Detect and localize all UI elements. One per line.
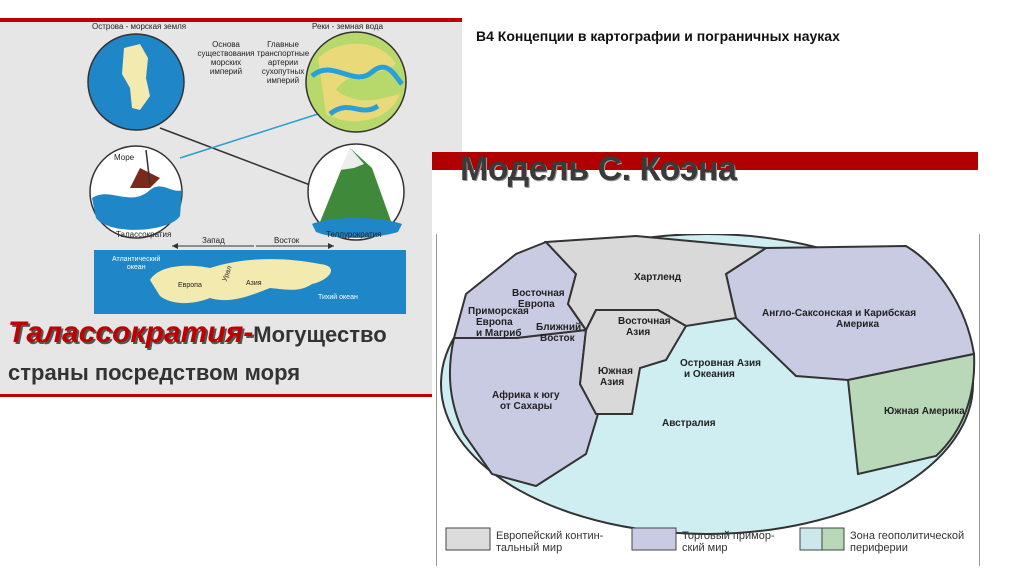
australia-label: Австралия (662, 418, 716, 429)
south-asia-label: Южная Азия (598, 366, 633, 388)
east-asia-label: Восточная Азия (618, 316, 671, 338)
thalassocracy-title (8, 316, 387, 350)
anglo-saxon-label: Англо-Саксонская и Карибская Америка (762, 308, 917, 330)
legend-periphery-label: Зона геополитической периферии (850, 530, 965, 554)
legend-swatch-maritime (632, 528, 676, 550)
east-europe-label: Восточная Европа (512, 288, 565, 310)
legend-swatch-continental (446, 528, 490, 550)
atlantic-label: Атлантический океан (112, 256, 161, 271)
legend-maritime-label: Торговый примор- ский мир (682, 530, 775, 554)
thalassocracy-subtitle: страны посредством моря (8, 360, 301, 385)
insular-asia-label: Островная Азия и Океания (680, 358, 761, 380)
africa-label: Африка к югу от Сахары (492, 390, 560, 412)
heartland-label: Хартленд (634, 272, 682, 283)
west-label: Запад (202, 236, 225, 245)
cohen-world-map (436, 234, 978, 566)
pacific-label: Тихий океан (318, 294, 358, 301)
connector-line (180, 114, 318, 158)
connector-line (160, 128, 318, 188)
islands-label: Острова - морская земля (92, 22, 187, 31)
legend-continental-label: Европейский контин- тальный мир (496, 530, 604, 554)
sea-label: Море (114, 153, 135, 162)
ural-label: Урал (221, 265, 234, 283)
maritime-europe-label: Приморская Европа и Магриб (468, 306, 529, 339)
title-rest: Могущество (253, 322, 387, 347)
south-america-label: Южная Америка (884, 406, 965, 417)
red-divider (0, 394, 432, 397)
page-heading: В4 Концепции в картографии и пограничных науках (476, 28, 840, 44)
arteries-text: Главные транспортные артерии сухопутных империй (256, 40, 310, 85)
rivers-label: Реки - земная вода (312, 22, 384, 31)
tellurocracy-label: Теллурократия (326, 230, 382, 239)
thalassocracy-label: Талассократия (116, 230, 172, 239)
near-east-label: Ближний Восток (536, 322, 582, 344)
east-label: Восток (274, 236, 300, 245)
basis-text: Основа существования морских империй (197, 40, 255, 76)
europe-label: Европа (178, 282, 202, 289)
asia-label: Азия (246, 280, 262, 287)
title-red: Талассократия- (8, 316, 254, 349)
model-title: Модель С. Коэна (460, 150, 737, 188)
